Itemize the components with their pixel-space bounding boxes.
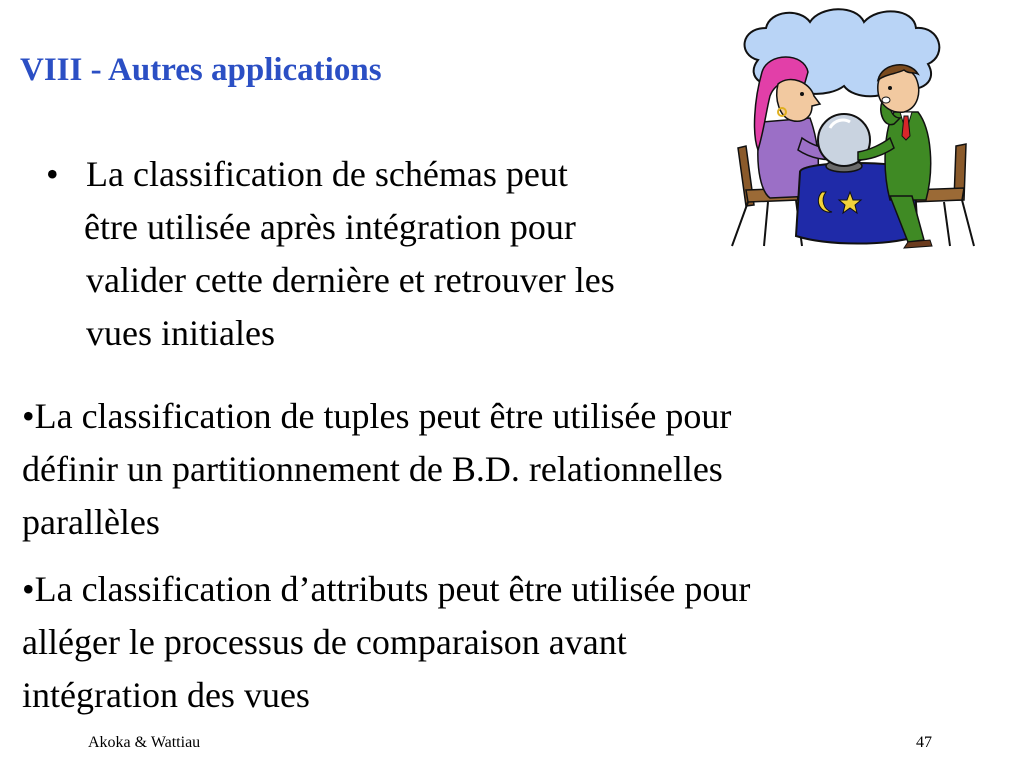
text-line: parallèles [22, 502, 160, 542]
text-line: •La classification de tuples peut être utilisée pour [22, 396, 732, 436]
bullet-schema-classification [46, 148, 766, 360]
page-number: 47 [916, 734, 932, 751]
slide-title: VIII - Autres applications [20, 52, 382, 88]
paragraph-tuple-classification [22, 390, 982, 549]
text-line: alléger le processus de comparaison avant [22, 622, 627, 662]
bullet-dot: • [46, 154, 59, 194]
text-line: vues initiales [86, 313, 275, 353]
text-line: •La classification d’attributs peut être utilisée pour [22, 569, 751, 609]
text-line: La classification de schémas peut [86, 154, 568, 194]
footer-authors: Akoka & Wattiau [88, 734, 201, 751]
text-line: définir un partitionnement de B.D. relationnelles [22, 449, 723, 489]
fortune-teller-clipart [718, 0, 1024, 252]
paragraph-attribute-classification [22, 563, 982, 722]
text-line: valider cette dernière et retrouver les [86, 260, 615, 300]
text-line: être utilisée après intégration pour [84, 207, 576, 247]
text-line: intégration des vues [22, 675, 310, 715]
